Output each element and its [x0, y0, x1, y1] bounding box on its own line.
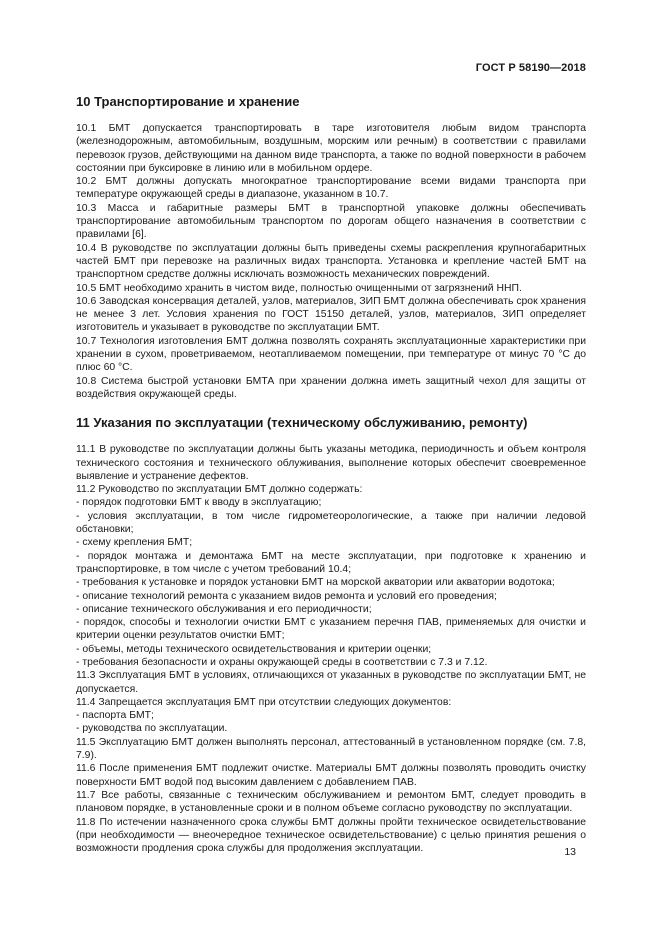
paragraph: - руководства по эксплуатации.	[76, 723, 228, 735]
paragraph: 10.1 БМТ допускается транспортировать в таре изготовителя любым видом транспорта (железнодорожным, автомобильным, воздушным, морским или речным) в соответствии с правилами перевозок грузов, действующими на данном виде транспорта, а также по водной поверхности в рабочем состоянии при буксировке в линию или в мобильном ордере.	[76, 123, 586, 174]
paragraph: 10.2 БМТ должны допускать многократное транспортирование всеми видами транспорта при температуре окружающей среды в диапазоне, указанном в 10.7.	[76, 176, 586, 201]
paragraph: - порядок подготовки БМТ к вводу в эксплуатацию;	[76, 497, 322, 509]
paragraph: - требования к установке и порядок установки БМТ на морской акватории или акватории водотока;	[76, 577, 555, 589]
paragraph: 11.4 Запрещается эксплуатация БМТ при отсутствии следующих документов:	[76, 696, 452, 708]
section-10-title: 10 Транспортирование и хранение	[76, 94, 300, 109]
page-number: 13	[564, 846, 576, 858]
paragraph: - описание технологий ремонта с указанием видов ремонта и условий его проведения;	[76, 590, 497, 602]
paragraph: 10.4 В руководстве по эксплуатации должны быть приведены схемы раскрепления крупногабаритных частей БМТ при перевозке на различных видах транспорта. Установка и крепление частей БМТ на транспортном средстве должны исключать возможность механических повреждений.	[76, 242, 586, 281]
paragraph: 11.7 Все работы, связанные с техническим обслуживанием и ремонтом БМТ, следует проводить в плановом порядке, в установленные сроки и в полном объеме согласно руководству по эксплуатации.	[76, 789, 586, 815]
paragraph: - условия эксплуатации, в том числе гидрометеорологические, а также при наличии ледовой обстановки;	[76, 510, 586, 536]
paragraph: - паспорта БМТ;	[76, 710, 154, 722]
paragraph: 11.8 По истечении назначенного срока службы БМТ должны пройти техническое освидетельствование (при необходимости — внеочередное техническое освидетельствование) с целью принятия решения о возможности продления срока службы для продолжения эксплуатации.	[76, 816, 586, 855]
page-content	[76, 94, 586, 855]
paragraph: - схему крепления БМТ;	[76, 537, 193, 549]
paragraph: 11.1 В руководстве по эксплуатации должны быть указаны методика, периодичность и объем контроля технического состояния и технического облуживания, выполнение которых обеспечит своевременное выявление и устранение дефектов.	[76, 444, 586, 482]
section-11-title: 11 Указания по эксплуатации (техническому обслуживанию, ремонту)	[76, 415, 528, 431]
paragraph: 11.5 Эксплуатацию БМТ должен выполнять персонал, аттестованный в установленном порядке (см. 7.8, 7.9).	[76, 736, 586, 762]
paragraph: 11.3 Эксплуатация БМТ в условиях, отличающихся от указанных в руководстве по эксплуатации БМТ, не допускается.	[76, 670, 586, 695]
paragraph: - описание технического обслуживания и его периодичности;	[76, 603, 372, 615]
section-11-body	[76, 443, 586, 855]
paragraph: 10.7 Технология изготовления БМТ должна позволять сохранять эксплуатационные характеристики при хранении в сухом, проветриваемом, неотапливаемом помещении, при температуре от минус 70 °С до плюс 60 °С.	[76, 335, 586, 374]
paragraph: 10.6 Заводская консервация деталей, узлов, материалов, ЗИП БМТ должна обеспечивать срок хранения не менее 3 лет. Условия хранения по ГОСТ 15150 деталей, узлов, материалов, ЗИП определяет изготовитель и указывает в руководстве по эксплуатации БМТ.	[76, 295, 586, 334]
paragraph: 11.6 После применения БМТ подлежит очистке. Материалы БМТ должны позволять проводить очистку поверхности БМТ водой под высоким давлением с добавлением ПАВ.	[76, 763, 586, 788]
paragraph: 11.2 Руководство по эксплуатации БМТ должно содержать:	[76, 484, 363, 496]
paragraph: - порядок монтажа и демонтажа БМТ на месте эксплуатации, при подготовке к хранению и транспортировке, в том числе с учетом требований 10.4;	[76, 550, 586, 575]
section-10-body	[76, 122, 586, 401]
paragraph: 10.5 БМТ необходимо хранить в чистом виде, полностью очищенными от загрязнений ННП.	[76, 282, 522, 294]
paragraph: 10.8 Система быстрой установки БМТА при хранении должна иметь защитный чехол для защиты от воздействия окружающей среды.	[76, 375, 586, 400]
paragraph: - требования безопасности и охраны окружающей среды в соответствии с 7.3 и 7.12.	[76, 656, 488, 668]
paragraph: - объемы, методы технического освидетельствования и критерии оценки;	[76, 643, 432, 655]
paragraph: 10.3 Масса и габаритные размеры БМТ в транспортной упаковке должны обеспечивать транспортирование автомобильным транспортом по дорогам общего назначения в соответствии с правилами [6].	[76, 202, 586, 241]
standard-header: ГОСТ Р 58190—2018	[475, 62, 586, 74]
paragraph: - порядок, способы и технологии очистки БМТ с указанием перечня ПАВ, применяемых для очистки и критерии оценки результатов очистки БМТ;	[76, 617, 586, 642]
